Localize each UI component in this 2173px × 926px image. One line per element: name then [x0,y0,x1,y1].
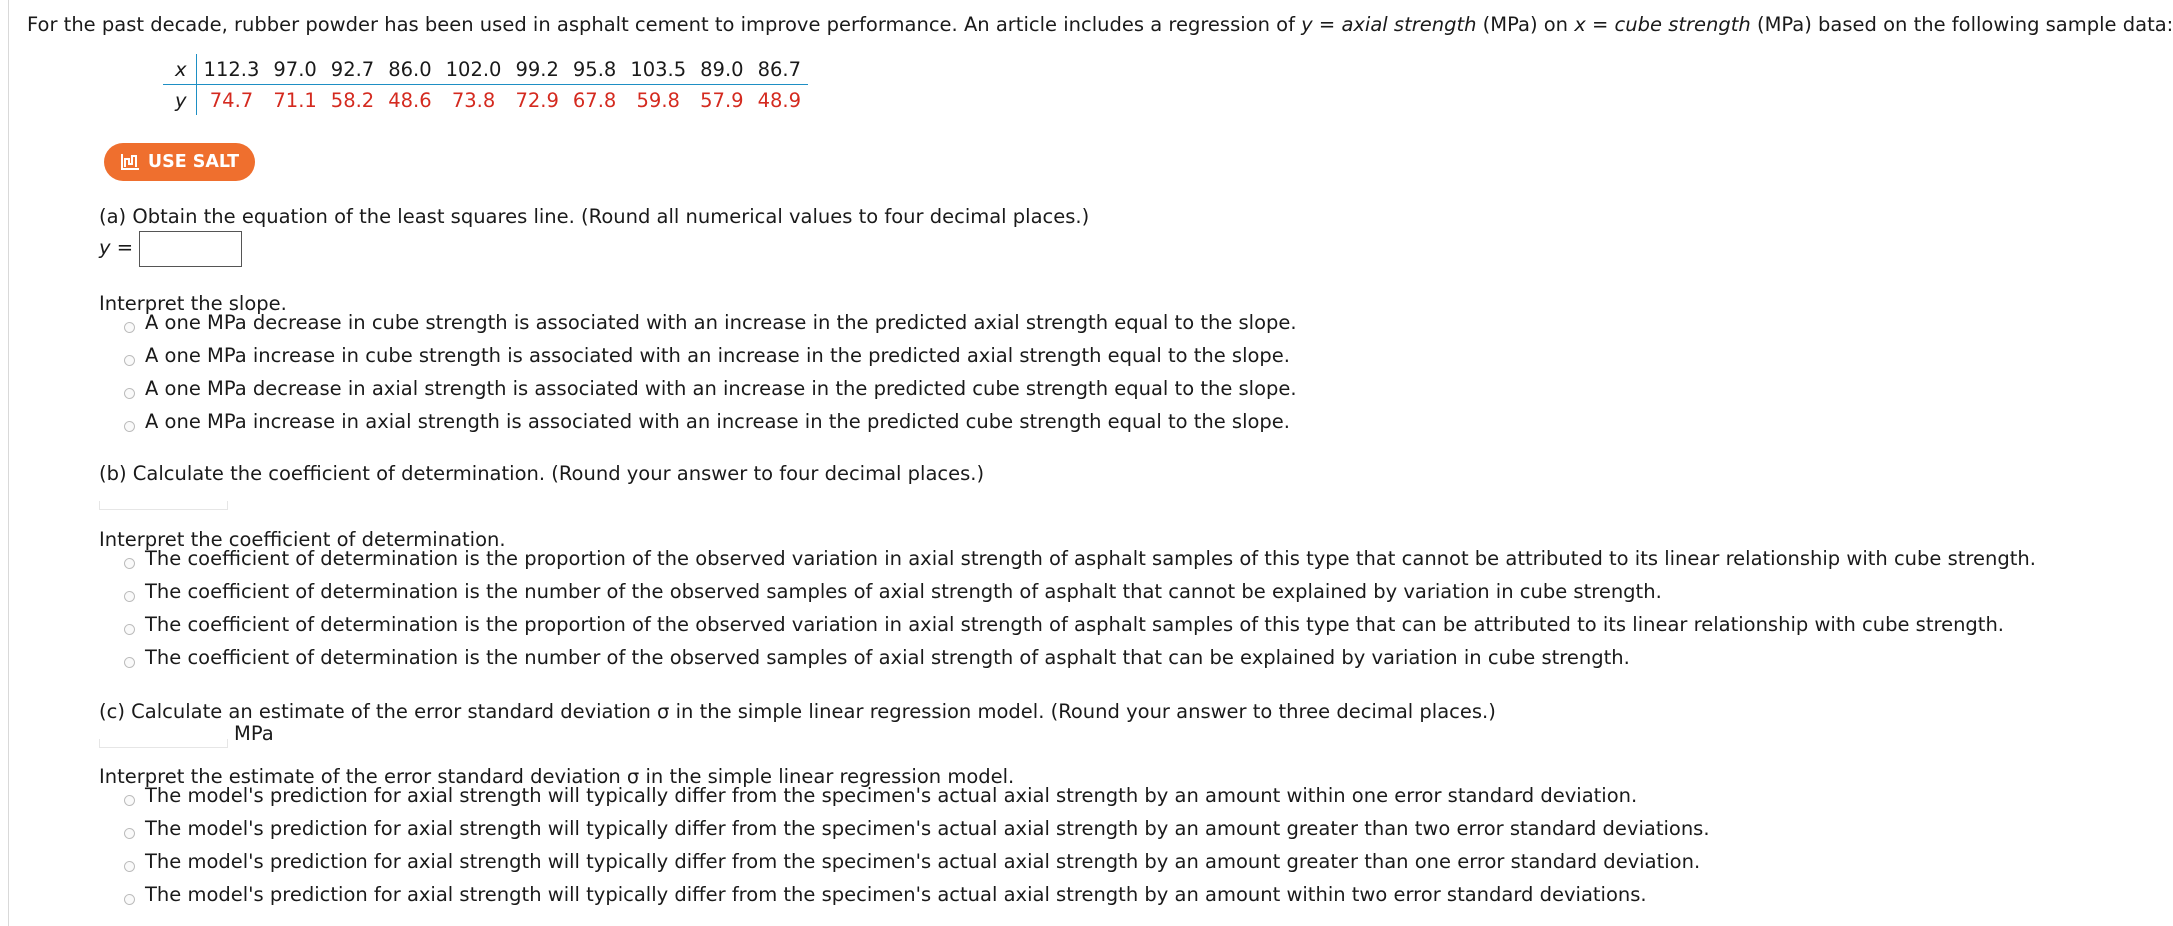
radio-button[interactable] [124,861,135,872]
y-value: 72.9 [515,88,559,112]
x-value: 97.0 [266,54,323,85]
radio-button[interactable] [124,355,135,366]
x-value: 112.3 [196,54,266,85]
y-value: 58.2 [330,88,375,112]
cod-option[interactable] [124,580,1662,603]
cod-interpret-prompt: Interpret the coefficient of determination. [99,528,506,551]
use-salt-label: USE SALT [147,152,240,172]
x-variable: x [1574,13,1586,36]
sigma-answer-input[interactable] [99,739,228,748]
option-label: A one MPa decrease in axial strength is associated with an increase in the predicted cube strength equal to the slope. [145,377,1297,400]
option-label: The model's prediction for axial strength will typically differ from the specimen's actual axial strength by an amount greater than two error standard deviations. [145,817,1710,840]
cod-option[interactable] [124,646,1630,669]
slope-option[interactable] [124,311,1297,334]
option-label: A one MPa increase in axial strength is associated with an increase in the predicted cube strength equal to the slope. [145,410,1291,433]
option-label: The coefficient of determination is the proportion of the observed variation in axial strength of asphalt samples of this type that can be attributed to its linear relationship with cube strength. [145,613,2005,636]
option-label: The model's prediction for axial strength will typically differ from the specimen's actual axial strength by an amount greater than one error standard deviation. [145,850,1701,873]
x-value: 102.0 [439,54,509,85]
unit-label: MPa [234,722,274,745]
part-c-prompt: (c) Calculate an estimate of the error standard deviation σ in the simple linear regression model. (Round your answer to three decimal places.) [99,700,1496,723]
slope-option[interactable] [124,377,1297,400]
x-value: 89.0 [693,54,750,85]
y-value: 67.8 [572,88,617,112]
radio-button[interactable] [124,322,135,333]
part-a-prompt: (a) Obtain the equation of the least squares line. (Round all numerical values to four decimal places.) [99,205,1090,228]
chart-icon [120,153,140,171]
sigma-option[interactable] [124,784,1637,807]
radio-button[interactable] [124,421,135,432]
x-row-label: x [163,54,196,85]
radio-button[interactable] [124,624,135,635]
use-salt-button[interactable] [104,143,255,181]
y-value: 73.8 [451,88,496,112]
radio-button[interactable] [124,828,135,839]
slope-option[interactable] [124,344,1290,367]
x-value: 99.2 [508,54,565,85]
cod-answer-input[interactable] [99,501,228,510]
slope-option[interactable] [124,410,1290,433]
slope-interpret-prompt: Interpret the slope. [99,292,287,315]
sigma-option[interactable] [124,817,1710,840]
y-row-label: y [163,85,196,116]
radio-button[interactable] [124,894,135,905]
y-value: 57.9 [700,88,744,112]
radio-button[interactable] [124,388,135,399]
equation-answer-input[interactable] [139,231,242,267]
y-value: 48.6 [388,88,432,112]
y-value: 71.1 [273,88,317,112]
x-description: cube strength [1614,13,1751,36]
intro-text: (MPa) on [1476,13,1575,36]
cod-option[interactable] [124,547,2036,570]
y-value: 48.9 [757,88,801,112]
radio-button[interactable] [124,591,135,602]
part-b-prompt: (b) Calculate the coefficient of determination. (Round your answer to four decimal places.) [99,462,985,485]
option-label: A one MPa increase in cube strength is associated with an increase in the predicted axial strength equal to the slope. [145,344,1291,367]
intro-text: (MPa) based on the following sample data: [1750,13,2173,36]
y-row [163,85,808,116]
cod-option[interactable] [124,613,2004,636]
radio-button[interactable] [124,558,135,569]
x-value: 95.8 [566,54,623,85]
x-value: 92.7 [324,54,381,85]
question-intro [27,13,2173,36]
radio-button[interactable] [124,795,135,806]
y-equals-label: y = [99,236,134,259]
y-value: 59.8 [636,88,680,112]
option-label: The model's prediction for axial strength will typically differ from the specimen's actual axial strength by an amount within two error standard deviations. [145,883,1647,906]
x-value: 103.5 [623,54,693,85]
option-label: A one MPa decrease in cube strength is associated with an increase in the predicted axial strength equal to the slope. [145,311,1297,334]
y-description: axial strength [1341,13,1477,36]
intro-text: For the past decade, rubber powder has been used in asphalt cement to improve performance. An article includes a regression of [27,13,1302,36]
x-row [163,54,808,85]
y-value: 74.7 [209,88,254,112]
sigma-option[interactable] [124,850,1700,873]
option-label: The coefficient of determination is the proportion of the observed variation in axial strength of asphalt samples of this type that cannot be attributed to its linear relationship with cube strength. [145,547,2036,570]
sigma-option[interactable] [124,883,1647,906]
option-label: The coefficient of determination is the number of the observed samples of axial strength of asphalt that can be explained by variation in cube strength. [145,646,1630,669]
radio-button[interactable] [124,657,135,668]
x-value: 86.7 [751,54,808,85]
option-label: The model's prediction for axial strength will typically differ from the specimen's actual axial strength by an amount within one error standard deviation. [145,784,1638,807]
option-label: The coefficient of determination is the number of the observed samples of axial strength of asphalt that cannot be explained by variation in cube strength. [145,580,1662,603]
sigma-interpret-prompt: Interpret the estimate of the error standard deviation σ in the simple linear regression model. [99,765,1015,788]
equals-sign: = [1312,13,1342,36]
y-variable: y [1301,13,1313,36]
equals-sign: = [1585,13,1615,36]
sample-data-table [163,54,808,115]
x-value: 86.0 [381,54,438,85]
